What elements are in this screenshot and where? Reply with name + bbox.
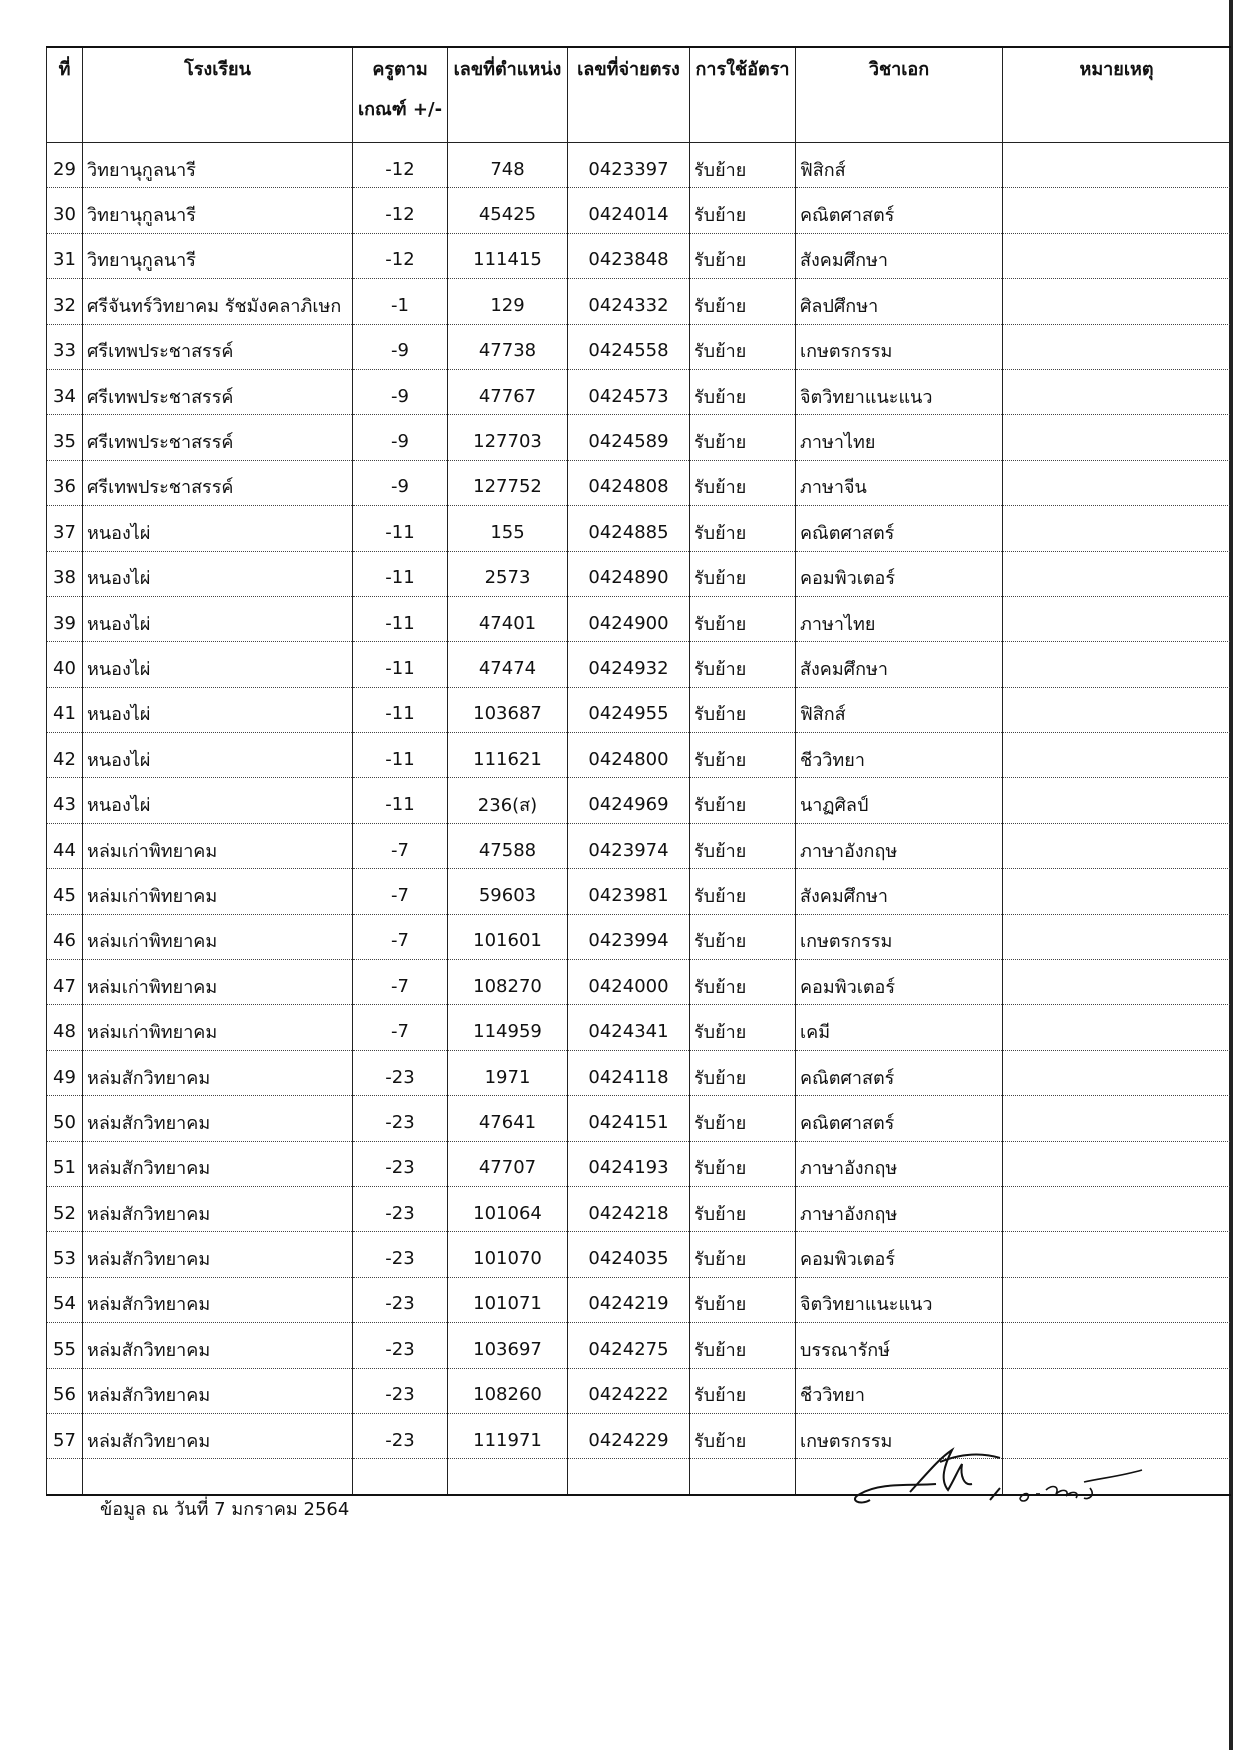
cell-payment: 0424969 — [568, 778, 690, 823]
table-row — [47, 460, 1231, 505]
table-row — [47, 1368, 1231, 1413]
cell-usage: รับย้าย — [690, 869, 796, 914]
cell-payment: 0424035 — [568, 1232, 690, 1277]
cell-no: 53 — [47, 1232, 83, 1277]
cell-quota: -23 — [353, 1096, 448, 1141]
cell-school: ศรีเทพประชาสรรค์ — [83, 415, 353, 460]
cell-note — [1003, 233, 1231, 278]
cell-school: หนองไผ่ — [83, 733, 353, 778]
cell-no: 42 — [47, 733, 83, 778]
cell-school: หนองไผ่ — [83, 596, 353, 641]
cell-position: 101071 — [448, 1277, 568, 1322]
cell-quota: -11 — [353, 733, 448, 778]
cell-usage: รับย้าย — [690, 143, 796, 188]
cell-quota: -12 — [353, 143, 448, 188]
cell-quota: -11 — [353, 596, 448, 641]
cell-quota: -23 — [353, 1413, 448, 1458]
cell-no: 48 — [47, 1005, 83, 1050]
cell-school: ศรีจันทร์วิทยาคม รัชมังคลาภิเษก — [83, 279, 353, 324]
cell-usage: รับย้าย — [690, 596, 796, 641]
cell-usage: รับย้าย — [690, 1232, 796, 1277]
cell-quota: -9 — [353, 369, 448, 414]
cell-quota: -11 — [353, 778, 448, 823]
cell-position: 59603 — [448, 869, 568, 914]
cell-position: 236(ส) — [448, 778, 568, 823]
header-no: ที่ — [47, 47, 83, 143]
cell-usage: รับย้าย — [690, 1005, 796, 1050]
cell-usage: รับย้าย — [690, 324, 796, 369]
cell-position: 111621 — [448, 733, 568, 778]
cell-quota: -11 — [353, 642, 448, 687]
cell-note — [1003, 1277, 1231, 1322]
cell-no: 33 — [47, 324, 83, 369]
cell-usage: รับย้าย — [690, 188, 796, 233]
cell-note — [1003, 823, 1231, 868]
cell-note — [1003, 687, 1231, 732]
cell-position: 101601 — [448, 914, 568, 959]
cell-no: 39 — [47, 596, 83, 641]
cell-quota: -9 — [353, 324, 448, 369]
table-row — [47, 1005, 1231, 1050]
cell-usage: รับย้าย — [690, 551, 796, 596]
cell-position: 47767 — [448, 369, 568, 414]
cell-position: 127703 — [448, 415, 568, 460]
cell-school: วิทยานุกูลนารี — [83, 143, 353, 188]
cell-school: หนองไผ่ — [83, 687, 353, 732]
cell-no: 47 — [47, 960, 83, 1005]
cell-school: หล่มสักวิทยาคม — [83, 1050, 353, 1095]
cell-note — [1003, 642, 1231, 687]
cell-payment: 0424573 — [568, 369, 690, 414]
cell-position: 101064 — [448, 1186, 568, 1231]
cell-quota: -7 — [353, 1005, 448, 1050]
cell-payment: 0424885 — [568, 506, 690, 551]
cell-no: 31 — [47, 233, 83, 278]
cell-note — [1003, 324, 1231, 369]
cell-major: ภาษาอังกฤษ — [796, 823, 1003, 868]
table-row — [47, 1141, 1231, 1186]
cell-major: เกษตรกรรม — [796, 324, 1003, 369]
cell-note — [1003, 596, 1231, 641]
cell-quota: -23 — [353, 1368, 448, 1413]
cell-usage: รับย้าย — [690, 1141, 796, 1186]
cell-payment: 0424890 — [568, 551, 690, 596]
cell-school: หล่มสักวิทยาคม — [83, 1141, 353, 1186]
cell-major: ชีววิทยา — [796, 733, 1003, 778]
header-usage: การใช้อัตรา — [690, 47, 796, 143]
cell-quota: -23 — [353, 1323, 448, 1368]
table-row — [47, 415, 1231, 460]
table-row — [47, 1050, 1231, 1095]
table-row — [47, 823, 1231, 868]
table-row — [47, 596, 1231, 641]
cell-note — [1003, 1050, 1231, 1095]
cell-major: สังคมศึกษา — [796, 642, 1003, 687]
table-row — [47, 1323, 1231, 1368]
cell-note — [1003, 869, 1231, 914]
cell-note — [1003, 460, 1231, 505]
cell-quota: -23 — [353, 1186, 448, 1231]
cell-major: เกษตรกรรม — [796, 1413, 1003, 1458]
cell-major: ศิลปศึกษา — [796, 279, 1003, 324]
cell-usage: รับย้าย — [690, 506, 796, 551]
cell-major: นาฏศิลป์ — [796, 778, 1003, 823]
cell-no: 52 — [47, 1186, 83, 1231]
cell-quota: -12 — [353, 233, 448, 278]
header-payment-no: เลขที่จ่ายตรง — [568, 47, 690, 143]
cell-note — [1003, 369, 1231, 414]
cell-no: 36 — [47, 460, 83, 505]
cell-usage: รับย้าย — [690, 415, 796, 460]
header-note: หมายเหตุ — [1003, 47, 1231, 143]
cell-usage: รับย้าย — [690, 279, 796, 324]
cell-empty — [448, 1459, 568, 1495]
cell-payment: 0423994 — [568, 914, 690, 959]
cell-major: จิตวิทยาแนะแนว — [796, 369, 1003, 414]
cell-payment: 0423848 — [568, 233, 690, 278]
cell-note — [1003, 733, 1231, 778]
cell-quota: -1 — [353, 279, 448, 324]
cell-quota: -23 — [353, 1277, 448, 1322]
cell-quota: -11 — [353, 687, 448, 732]
cell-no: 51 — [47, 1141, 83, 1186]
cell-no: 50 — [47, 1096, 83, 1141]
table-row — [47, 642, 1231, 687]
cell-note — [1003, 960, 1231, 1005]
cell-major: สังคมศึกษา — [796, 869, 1003, 914]
header-major: วิชาเอก — [796, 47, 1003, 143]
cell-major: ฟิสิกส์ — [796, 143, 1003, 188]
cell-position: 111971 — [448, 1413, 568, 1458]
cell-payment: 0424000 — [568, 960, 690, 1005]
handwritten-signature — [840, 1440, 1170, 1520]
cell-note — [1003, 506, 1231, 551]
cell-quota: -23 — [353, 1050, 448, 1095]
table-row — [47, 369, 1231, 414]
cell-no: 37 — [47, 506, 83, 551]
cell-no: 34 — [47, 369, 83, 414]
cell-position: 45425 — [448, 188, 568, 233]
cell-payment: 0424193 — [568, 1141, 690, 1186]
cell-school: หล่มสักวิทยาคม — [83, 1413, 353, 1458]
table-row — [47, 143, 1231, 188]
cell-usage: รับย้าย — [690, 1186, 796, 1231]
cell-school: ศรีเทพประชาสรรค์ — [83, 460, 353, 505]
cell-major: ชีววิทยา — [796, 1368, 1003, 1413]
cell-quota: -9 — [353, 460, 448, 505]
cell-note — [1003, 1186, 1231, 1231]
table-row — [47, 1186, 1231, 1231]
cell-payment: 0423397 — [568, 143, 690, 188]
table-row — [47, 551, 1231, 596]
cell-quota: -7 — [353, 914, 448, 959]
cell-usage: รับย้าย — [690, 1368, 796, 1413]
cell-payment: 0424218 — [568, 1186, 690, 1231]
table-row — [47, 960, 1231, 1005]
cell-position: 108260 — [448, 1368, 568, 1413]
cell-no: 41 — [47, 687, 83, 732]
header-school: โรงเรียน — [83, 47, 353, 143]
cell-position: 2573 — [448, 551, 568, 596]
cell-position: 748 — [448, 143, 568, 188]
cell-major: คณิตศาสตร์ — [796, 1096, 1003, 1141]
cell-major: คณิตศาสตร์ — [796, 188, 1003, 233]
cell-payment: 0424229 — [568, 1413, 690, 1458]
cell-no: 35 — [47, 415, 83, 460]
cell-no: 40 — [47, 642, 83, 687]
table-row — [47, 914, 1231, 959]
cell-position: 47401 — [448, 596, 568, 641]
cell-position: 111415 — [448, 233, 568, 278]
header-quota-line1: ครูตาม — [372, 59, 428, 80]
cell-position: 103697 — [448, 1323, 568, 1368]
cell-usage: รับย้าย — [690, 233, 796, 278]
cell-school: หล่มเก่าพิทยาคม — [83, 960, 353, 1005]
cell-note — [1003, 415, 1231, 460]
cell-payment: 0424332 — [568, 279, 690, 324]
cell-no: 46 — [47, 914, 83, 959]
table-body — [47, 143, 1231, 1495]
cell-school: หล่มสักวิทยาคม — [83, 1232, 353, 1277]
cell-empty — [690, 1459, 796, 1495]
cell-no: 56 — [47, 1368, 83, 1413]
table-row — [47, 233, 1231, 278]
cell-school: วิทยานุกูลนารี — [83, 233, 353, 278]
table-row — [47, 778, 1231, 823]
cell-no: 45 — [47, 869, 83, 914]
cell-note — [1003, 1141, 1231, 1186]
cell-school: หนองไผ่ — [83, 778, 353, 823]
table-row — [47, 1232, 1231, 1277]
cell-usage: รับย้าย — [690, 1096, 796, 1141]
cell-no: 44 — [47, 823, 83, 868]
cell-no: 29 — [47, 143, 83, 188]
cell-position: 1971 — [448, 1050, 568, 1095]
cell-usage: รับย้าย — [690, 960, 796, 1005]
table-row — [47, 869, 1231, 914]
cell-quota: -23 — [353, 1141, 448, 1186]
cell-school: หล่มเก่าพิทยาคม — [83, 823, 353, 868]
cell-payment: 0424589 — [568, 415, 690, 460]
cell-usage: รับย้าย — [690, 1323, 796, 1368]
cell-usage: รับย้าย — [690, 1413, 796, 1458]
cell-school: หนองไผ่ — [83, 642, 353, 687]
cell-payment: 0424275 — [568, 1323, 690, 1368]
cell-position: 127752 — [448, 460, 568, 505]
cell-major: บรรณารักษ์ — [796, 1323, 1003, 1368]
cell-payment: 0423981 — [568, 869, 690, 914]
cell-quota: -7 — [353, 823, 448, 868]
cell-position: 47588 — [448, 823, 568, 868]
cell-usage: รับย้าย — [690, 914, 796, 959]
cell-school: หล่มสักวิทยาคม — [83, 1277, 353, 1322]
cell-major: ภาษาจีน — [796, 460, 1003, 505]
cell-payment: 0424800 — [568, 733, 690, 778]
table-row — [47, 1096, 1231, 1141]
cell-payment: 0424932 — [568, 642, 690, 687]
cell-payment: 0424341 — [568, 1005, 690, 1050]
cell-note — [1003, 1005, 1231, 1050]
cell-school: หล่มเก่าพิทยาคม — [83, 869, 353, 914]
cell-major: ฟิสิกส์ — [796, 687, 1003, 732]
cell-quota: -7 — [353, 869, 448, 914]
cell-note — [1003, 551, 1231, 596]
cell-usage: รับย้าย — [690, 1050, 796, 1095]
cell-note — [1003, 1368, 1231, 1413]
cell-major: สังคมศึกษา — [796, 233, 1003, 278]
cell-empty — [353, 1459, 448, 1495]
cell-position: 103687 — [448, 687, 568, 732]
cell-note — [1003, 914, 1231, 959]
cell-usage: รับย้าย — [690, 733, 796, 778]
table-row — [47, 324, 1231, 369]
cell-quota: -7 — [353, 960, 448, 1005]
cell-major: คอมพิวเตอร์ — [796, 960, 1003, 1005]
cell-usage: รับย้าย — [690, 687, 796, 732]
cell-position: 47474 — [448, 642, 568, 687]
cell-major: ภาษาไทย — [796, 596, 1003, 641]
cell-school: หล่มเก่าพิทยาคม — [83, 914, 353, 959]
cell-major: ภาษาอังกฤษ — [796, 1186, 1003, 1231]
cell-no: 30 — [47, 188, 83, 233]
cell-payment: 0424222 — [568, 1368, 690, 1413]
cell-no: 43 — [47, 778, 83, 823]
cell-empty — [47, 1459, 83, 1495]
cell-position: 114959 — [448, 1005, 568, 1050]
cell-position: 47738 — [448, 324, 568, 369]
cell-quota: -11 — [353, 551, 448, 596]
cell-no: 57 — [47, 1413, 83, 1458]
cell-position: 47641 — [448, 1096, 568, 1141]
cell-no: 32 — [47, 279, 83, 324]
cell-no: 49 — [47, 1050, 83, 1095]
table-row — [47, 188, 1231, 233]
cell-position: 129 — [448, 279, 568, 324]
cell-school: หล่มสักวิทยาคม — [83, 1323, 353, 1368]
cell-quota: -23 — [353, 1232, 448, 1277]
table-row — [47, 733, 1231, 778]
teacher-transfer-table — [46, 46, 1231, 1496]
cell-usage: รับย้าย — [690, 460, 796, 505]
data-as-of-note: ข้อมูล ณ วันที่ 7 มกราคม 2564 — [100, 1499, 350, 1520]
cell-major: คณิตศาสตร์ — [796, 1050, 1003, 1095]
cell-payment: 0424151 — [568, 1096, 690, 1141]
cell-school: หล่มเก่าพิทยาคม — [83, 1005, 353, 1050]
table-row — [47, 687, 1231, 732]
cell-quota: -9 — [353, 415, 448, 460]
cell-no: 38 — [47, 551, 83, 596]
table-row — [47, 1277, 1231, 1322]
cell-usage: รับย้าย — [690, 1277, 796, 1322]
cell-note — [1003, 1232, 1231, 1277]
cell-note — [1003, 778, 1231, 823]
table-header-row — [47, 47, 1231, 143]
cell-school: หล่มสักวิทยาคม — [83, 1186, 353, 1231]
cell-payment: 0424558 — [568, 324, 690, 369]
cell-note — [1003, 279, 1231, 324]
cell-school: หนองไผ่ — [83, 551, 353, 596]
table-row — [47, 506, 1231, 551]
cell-payment: 0423974 — [568, 823, 690, 868]
cell-quota: -12 — [353, 188, 448, 233]
cell-payment: 0424808 — [568, 460, 690, 505]
cell-empty — [83, 1459, 353, 1495]
cell-no: 55 — [47, 1323, 83, 1368]
cell-major: เกษตรกรรม — [796, 914, 1003, 959]
cell-major: คณิตศาสตร์ — [796, 506, 1003, 551]
cell-school: วิทยานุกูลนารี — [83, 188, 353, 233]
cell-major: จิตวิทยาแนะแนว — [796, 1277, 1003, 1322]
cell-payment: 0424014 — [568, 188, 690, 233]
cell-position: 101070 — [448, 1232, 568, 1277]
cell-note — [1003, 188, 1231, 233]
cell-school: หล่มสักวิทยาคม — [83, 1096, 353, 1141]
cell-empty — [568, 1459, 690, 1495]
cell-payment: 0424118 — [568, 1050, 690, 1095]
cell-school: ศรีเทพประชาสรรค์ — [83, 369, 353, 414]
cell-school: หล่มสักวิทยาคม — [83, 1368, 353, 1413]
cell-usage: รับย้าย — [690, 823, 796, 868]
cell-position: 47707 — [448, 1141, 568, 1186]
cell-position: 155 — [448, 506, 568, 551]
header-quota — [353, 47, 448, 143]
cell-major: คอมพิวเตอร์ — [796, 1232, 1003, 1277]
cell-payment: 0424900 — [568, 596, 690, 641]
cell-quota: -11 — [353, 506, 448, 551]
cell-payment: 0424219 — [568, 1277, 690, 1322]
table-row — [47, 279, 1231, 324]
cell-major: ภาษาไทย — [796, 415, 1003, 460]
cell-school: ศรีเทพประชาสรรค์ — [83, 324, 353, 369]
cell-usage: รับย้าย — [690, 369, 796, 414]
cell-note — [1003, 143, 1231, 188]
cell-usage: รับย้าย — [690, 642, 796, 687]
cell-no: 54 — [47, 1277, 83, 1322]
header-quota-line2: เกณฑ์ +/- — [357, 99, 443, 120]
header-position-no: เลขที่ตำแหน่ง — [448, 47, 568, 143]
cell-major: คอมพิวเตอร์ — [796, 551, 1003, 596]
cell-position: 108270 — [448, 960, 568, 1005]
cell-payment: 0424955 — [568, 687, 690, 732]
cell-major: เคมี — [796, 1005, 1003, 1050]
cell-usage: รับย้าย — [690, 778, 796, 823]
cell-major: ภาษาอังกฤษ — [796, 1141, 1003, 1186]
cell-note — [1003, 1323, 1231, 1368]
cell-school: หนองไผ่ — [83, 506, 353, 551]
cell-note — [1003, 1096, 1231, 1141]
